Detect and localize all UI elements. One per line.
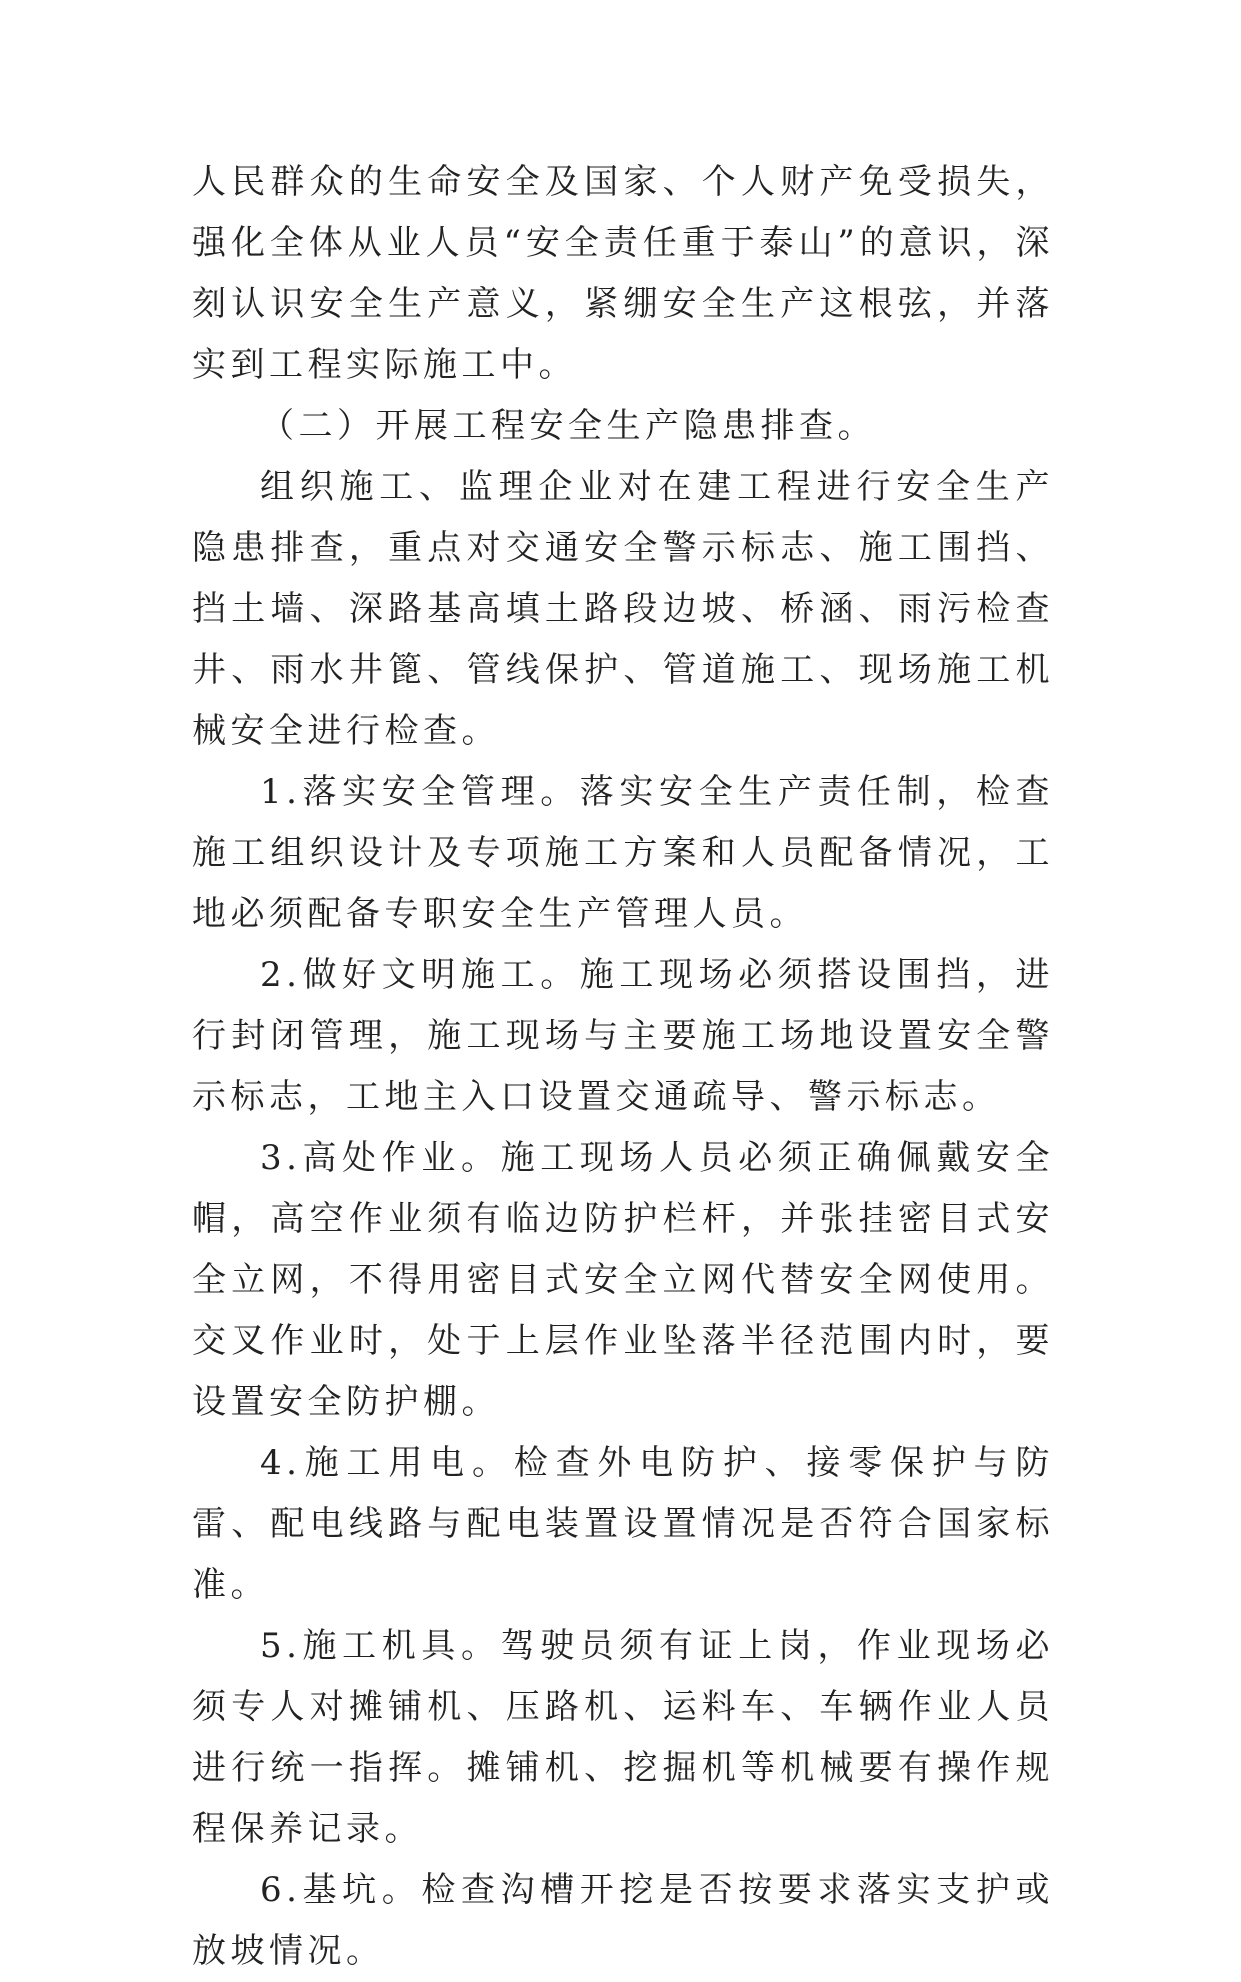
section-heading: （二）开展工程安全生产隐患排查。 (260, 406, 876, 446)
list-item-3: 3.高处作业。施工现场人员必须正确佩戴安全帽，高空作业须有临边防护栏杆，并张挂密目式安全立网，不得用密目式安全立网代替安全网使用。交叉作业时，处于上层作业坠落半径范围内时，要设置安全防护棚。 (192, 1138, 1054, 1422)
list-item-2: 2.做好文明施工。施工现场必须搭设围挡，进行封闭管理，施工现场与主要施工场地设置安全警示标志，工地主入口设置交通疏导、警示标志。 (192, 955, 1054, 1117)
paragraph-continuation: 人民群众的生命安全及国家、个人财产免受损失，强化全体从业人员“安全责任重于泰山”的意识，深刻认识安全生产意义，紧绷安全生产这根弦，并落实到工程实际施工中。 (192, 162, 1054, 385)
document-body (192, 152, 1054, 1982)
paragraph-intro: 组织施工、监理企业对在建工程进行安全生产隐患排查，重点对交通安全警示标志、施工围挡、挡土墙、深路基高填土路段边坡、桥涵、雨污检查井、雨水井篦、管线保护、管道施工、现场施工机械安全进行检查。 (192, 467, 1054, 751)
list-item-6: 6.基坑。检查沟槽开挖是否按要求落实支护或放坡情况。 (192, 1870, 1054, 1971)
list-item-1: 1.落实安全管理。落实安全生产责任制，检查施工组织设计及专项施工方案和人员配备情况，工地必须配备专职安全生产管理人员。 (192, 772, 1054, 934)
list-item-4: 4.施工用电。检查外电防护、接零保护与防雷、配电线路与配电装置设置情况是否符合国家标准。 (192, 1443, 1054, 1605)
list-item-5: 5.施工机具。驾驶员须有证上岗，作业现场必须专人对摊铺机、压路机、运料车、车辆作业人员进行统一指挥。摊铺机、挖掘机等机械要有操作规程保养记录。 (192, 1626, 1054, 1849)
